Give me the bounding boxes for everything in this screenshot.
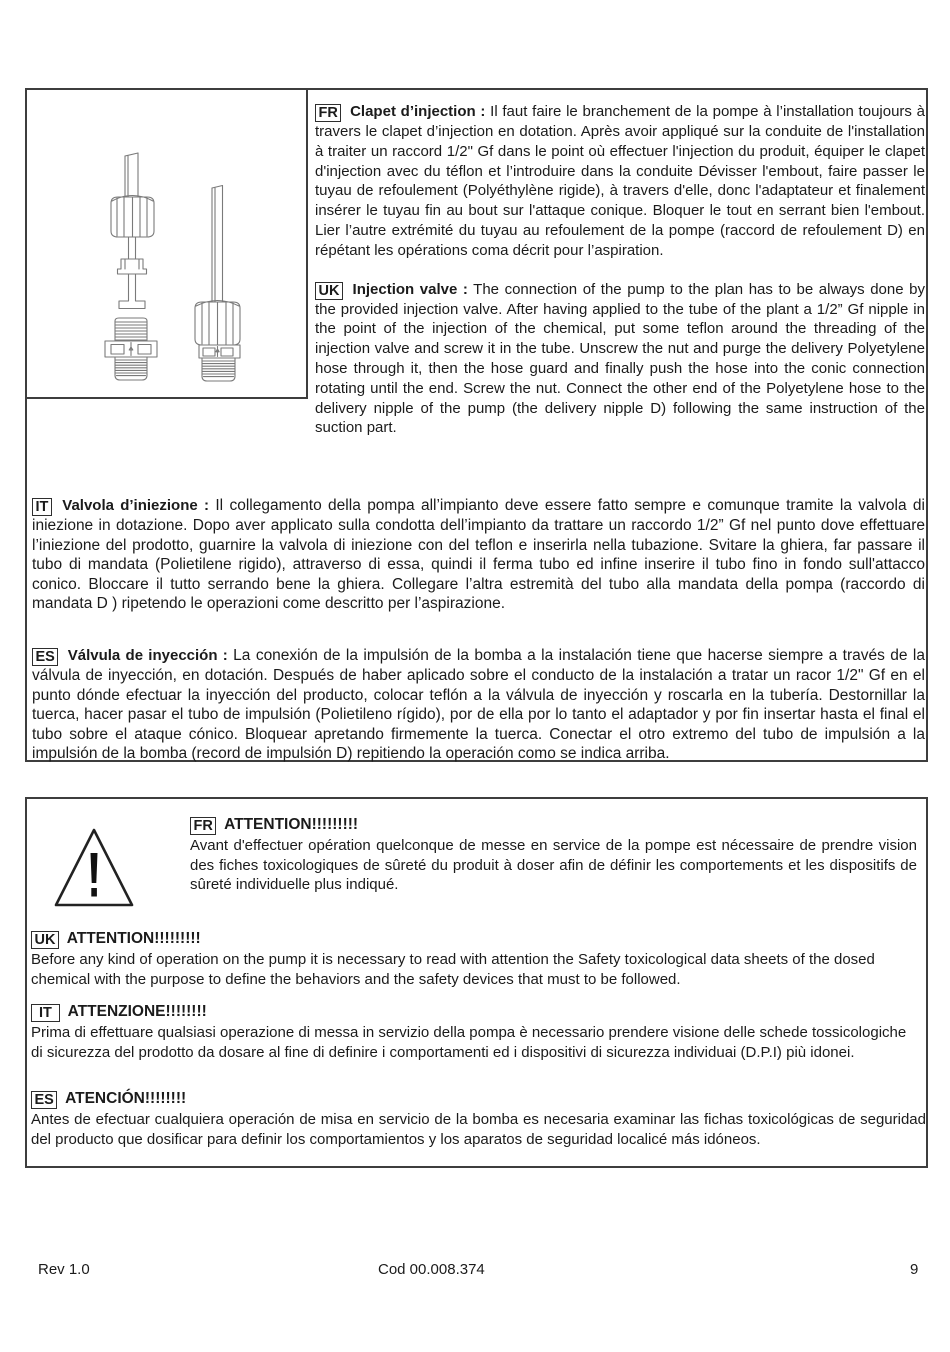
footer-code: Cod 00.008.374 [378,1261,485,1278]
warning-uk [31,929,926,989]
warning-it [31,1002,911,1062]
warning-triangle-icon [52,825,136,911]
section-title-fr: Clapet d’injection : [350,103,486,120]
section-title-es: Válvula de inyección : [67,647,228,664]
paragraph-uk [315,280,925,439]
lang-badge-fr: FR [315,104,341,122]
warning-heading-uk [31,929,926,949]
warning-title-es: ATENCIÓN!!!!!!!! [65,1090,187,1107]
section-title-uk: Injection valve : [352,280,468,298]
warning-title-uk: ATTENTION!!!!!!!!! [66,930,201,947]
warning-body-fr: Avant d'effectuer opération quelconque de messe en service de la pompe est nécessaire de prendre vision des fiches toxicologiques de sûreté du produit à doser afin de définir les comportements et les dispositifs de sûreté individuelle plus indiqué. [190,837,917,893]
section-title-it: Valvola d’iniezione : [62,497,209,514]
warning-heading-fr [190,815,917,835]
warning-heading-es [31,1089,926,1109]
warning-title-fr: ATTENTION!!!!!!!!! [224,816,359,833]
paragraph-it [32,496,925,614]
paragraph-es [32,646,925,764]
body-text-fr: Il faut faire le branchement de la pompe à l’installation toujours à travers le clapet d’injection en dotation. Après avoir appliqué sur la conduite de l'installation à traiter un raccord 1/2" Gf dans le point où effectuer l'injection du produit, équiper le clapet d'injection avec du téflon et l’introduire dans la conduite Dévisser l'embout, faire passer le tuyau de refoulement (Polyéthylène rigide), à travers d'elle, donc l'adaptateur et finalement insérer le tuyau fin au bout sur l'attaque conique. Bloquer le tout en serrant bien l'embout. Lier l’autre extrémité du tuyau au refoulement de la pompe (raccord de refoulement D) en répétant les opérations coma décrit pour l’aspiration. [315,103,925,259]
warning-box [25,797,928,1168]
body-text-uk: The connection of the pump to the plan has to be always done by the provided injection valve. After having applied to the tube of the plant a 1/2” Gf nipple in the point of the injection of the chemical, put some teflon around the threading of the injection valve and screw it in the tube. Unscrew the nut and purge the delivery Polyetylene hose through it, then the hose guard and finally push the hose into the conic connection rotating until the end. Screw the nut. Connect the other end of the Polyetylene hose to the delivery nipple of the pump (the delivery nipple D) following the same instruction of the suction part. [315,280,925,437]
lang-badge-uk: UK [315,282,343,300]
body-text-es: La conexión de la impulsión de la bomba a la instalación tiene que hacerse siempre a través de la válvula de inyección, en dotación. Después de haber aplicado sobre el conducto de la instalación a tratar un racor 1/2" Gf en el punto dónde efectuar la inyección del producto, colocar teflón a la válvula de inyección y roscarla en la tubería. Destornillar la tuerca, hacer pasar el tubo de impulsión (Polietileno rígido), por de ella por lo tanto el adaptador y por fin insertar hasta el final el tubo sobre el ataque cónico. Bloquear apretando firmemente la tuerca. Conectar el otro extremo del tubo de impulsión a la impulsión de la bomba (record de impulsión D) repitiendo la operación como se indica arriba. [32,647,925,762]
lang-badge-warning-es: ES [31,1091,57,1109]
valve-instructions-box [25,88,928,762]
warning-heading-it [31,1002,911,1022]
lang-badge-warning-uk: UK [31,931,59,949]
injection-valve-diagram [27,90,306,395]
warning-body-es: Antes de efectuar cualquiera operación de misa en servicio de la bomba es necesaria examinar las fichas toxicológicas de seguridad del producto que dosificar para definir los comportamientos y los aparatos de seguridad localicé más idóneos. [31,1111,926,1148]
footer-page-number: 9 [910,1261,919,1278]
footer-revision: Rev 1.0 [38,1261,90,1278]
fr-uk-text-column [315,102,925,438]
lang-badge-it: IT [32,498,52,516]
warning-title-it: ATTENZIONE!!!!!!!! [67,1003,207,1020]
warning-es [31,1089,926,1149]
lang-badge-warning-fr: FR [190,817,216,835]
body-text-it: Il collegamento della pompa all’impianto deve essere fatto sempre e comunque tramite la valvola di iniezione in dotazione. Dopo aver applicato sulla condotta dell’impianto da trattare un raccordo 1/2” Gf nel punto dove effettuare l’iniezione del prodotto, guarnire la valvola di iniezione con del teflon e inserirla nella tubazione. Svitare la ghiera, far passare il tubo di mandata (Polietilene rigido), attraverso di essa, quindi il ferma tubo ed infine inserire il tubo fino in fondo sull'attacco conico. Bloccare il tutto serrando bene la ghiera. Collegare l’altra estremità del tubo alla mandata della pompa (raccordo di mandata D ) ripetendo le operazioni come descritto per l’aspirazione. [32,497,926,612]
diagram-cell [27,90,308,399]
warning-body-uk: Before any kind of operation on the pump it is necessary to read with attention the Safety toxicological data sheets of the dosed chemical with the purpose to define the behaviors and the safety devices that must to be followed. [31,951,875,988]
paragraph-fr [315,102,925,261]
warning-fr [190,815,917,895]
warning-body-it: Prima di effettuare qualsiasi operazione di messa in servizio della pompa è necessario prendere visione delle schede tossicologiche di sicurezza del prodotto da dosare al fine di definire i comportamenti ed i dispositivi di sicurezza individuai (D.P.I) più idonei. [31,1024,907,1061]
lang-badge-es: ES [32,648,58,666]
lang-badge-warning-it: IT [31,1004,60,1022]
